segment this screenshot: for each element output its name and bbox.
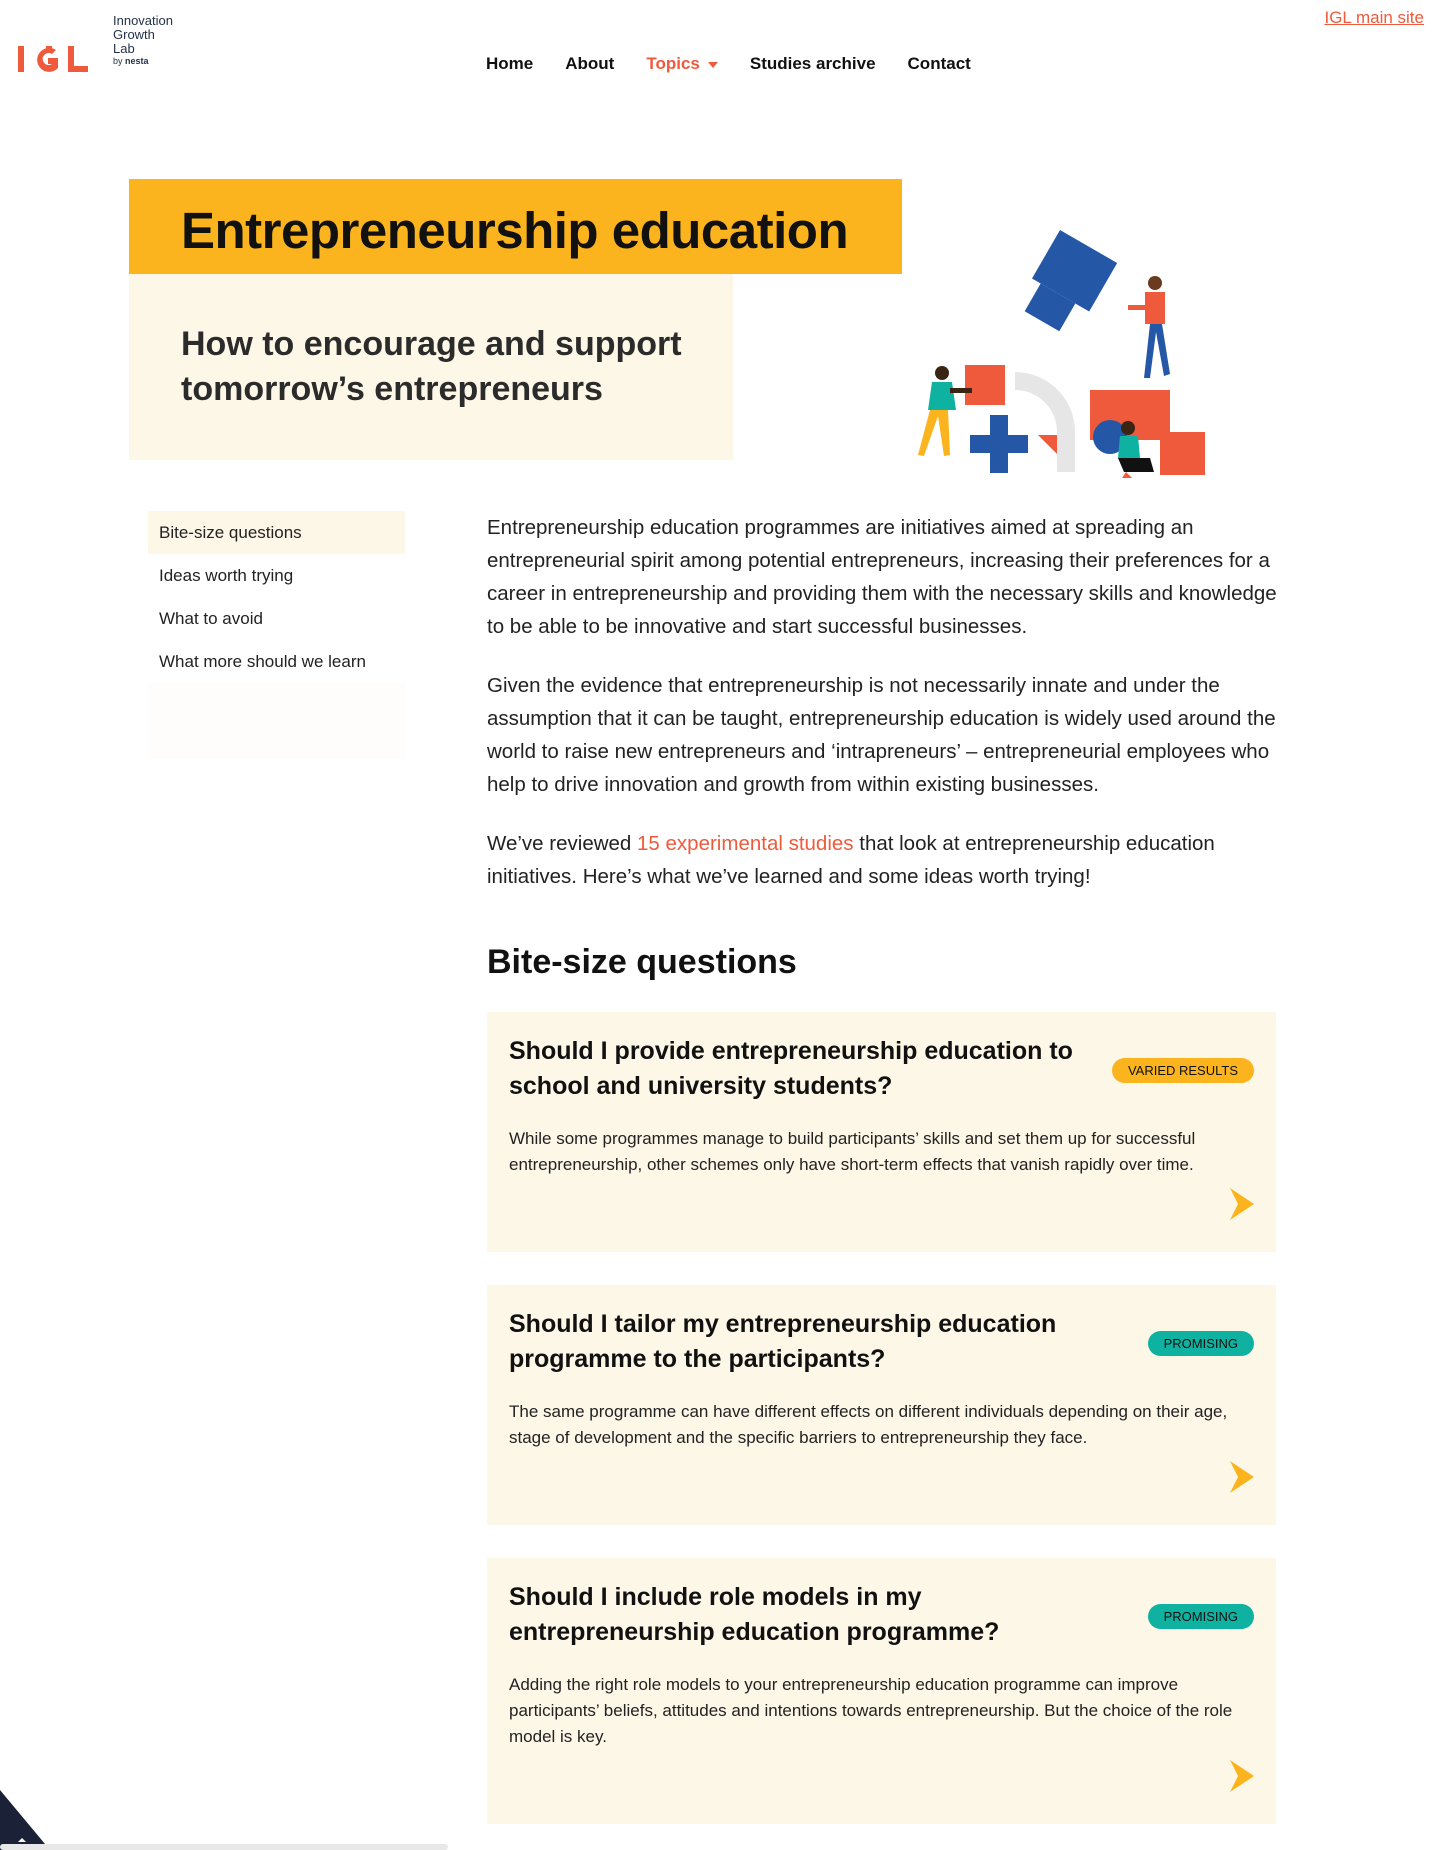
sidenav-item-bite-size-questions[interactable]: Bite-size questions xyxy=(148,511,405,554)
horizontal-scrollbar[interactable] xyxy=(0,1844,448,1850)
main-nav xyxy=(486,54,971,74)
question-card-title: Should I tailor my entrepreneurship education programme to the participants? xyxy=(509,1310,1057,1373)
question-card[interactable] xyxy=(487,1012,1276,1252)
experimental-studies-link[interactable]: 15 experimental studies xyxy=(637,832,854,855)
question-card[interactable] xyxy=(487,1285,1276,1525)
intro-paragraph-1: Entrepreneurship education programmes are initiatives aimed at spreading an entrepreneurial spirit among potential entrepreneurs, increasing their preferences for a career in entrepreneurship and providing them with the necessary skills and knowledge to be able to be innovative and start successful businesses. xyxy=(487,516,1277,638)
igl-logo-mark-icon xyxy=(16,28,108,74)
chevron-right-icon[interactable] xyxy=(1228,1760,1254,1792)
corner-triangle-icon[interactable] xyxy=(0,1790,60,1850)
question-card-text: The same programme can have different effects on different individuals depending on their age, stage of development and the specific barriers to entrepreneurship they face. xyxy=(509,1402,1228,1447)
main-content xyxy=(487,511,1277,1850)
sidenav-item-ideas-worth-trying[interactable]: Ideas worth trying xyxy=(159,566,294,585)
status-badge: VARIED RESULTS xyxy=(1112,1058,1254,1083)
sidenav-item-what-more-should-we-learn[interactable]: What more should we learn xyxy=(159,652,366,671)
hero-subtitle-box xyxy=(129,274,733,460)
question-card-text: While some programmes manage to build participants’ skills and set them up for successful entrepreneurship, other schemes only have short-term effects that vanish rapidly over time. xyxy=(509,1129,1196,1174)
logo-text: Innovation Growth Lab by nesta xyxy=(113,13,173,66)
question-card-text: Adding the right role models to your entrepreneurship education programme can improve participants’ beliefs, attitudes and intentions towards entrepreneurship. But the choice of the role model is key. xyxy=(509,1675,1233,1746)
sidenav-item-what-to-avoid[interactable]: What to avoid xyxy=(159,609,263,628)
sidenav-spacer xyxy=(148,683,405,759)
section-sidenav xyxy=(148,511,405,759)
igl-main-site-link[interactable]: IGL main site xyxy=(1324,8,1424,27)
chevron-right-icon[interactable] xyxy=(1228,1461,1254,1493)
intro-paragraph-3: We’ve reviewed 15 experimental studies that look at entrepreneurship education initiatives. Here’s what we’ve learned and some ideas worth trying! xyxy=(487,832,1215,888)
nav-contact[interactable]: Contact xyxy=(907,54,971,73)
section-title-bite-size-questions: Bite-size questions xyxy=(487,943,797,981)
igl-logo[interactable] xyxy=(16,14,176,74)
intro-paragraph-2: Given the evidence that entrepreneurship is not necessarily innate and under the assumption that it can be taught, entrepreneurship education is widely used around the world to raise new entrepreneurs and ‘intrapreneurs’ – entrepreneurial employees who help to drive innovation and growth from within existing businesses. xyxy=(487,674,1276,796)
status-badge: PROMISING xyxy=(1148,1331,1254,1356)
chevron-right-icon[interactable] xyxy=(1228,1188,1254,1220)
nav-home[interactable]: Home xyxy=(486,54,534,73)
question-card[interactable] xyxy=(487,1558,1276,1824)
page-subtitle: How to encourage and support tomorrow’s entrepreneurs xyxy=(181,325,682,408)
question-card-title: Should I provide entrepreneurship education to school and university students? xyxy=(509,1037,1073,1100)
caret-down-icon xyxy=(708,62,718,68)
question-card-title: Should I include role models in my entrepreneurship education programme? xyxy=(509,1583,1000,1646)
nav-about[interactable]: About xyxy=(565,54,615,73)
page-title: Entrepreneurship education xyxy=(181,202,849,259)
status-badge: PROMISING xyxy=(1148,1604,1254,1629)
nav-topics[interactable]: Topics xyxy=(646,54,718,74)
nav-studies-archive[interactable]: Studies archive xyxy=(749,54,876,73)
people-building-blocks-illustration xyxy=(900,210,1220,480)
hero-title-box xyxy=(129,179,902,274)
